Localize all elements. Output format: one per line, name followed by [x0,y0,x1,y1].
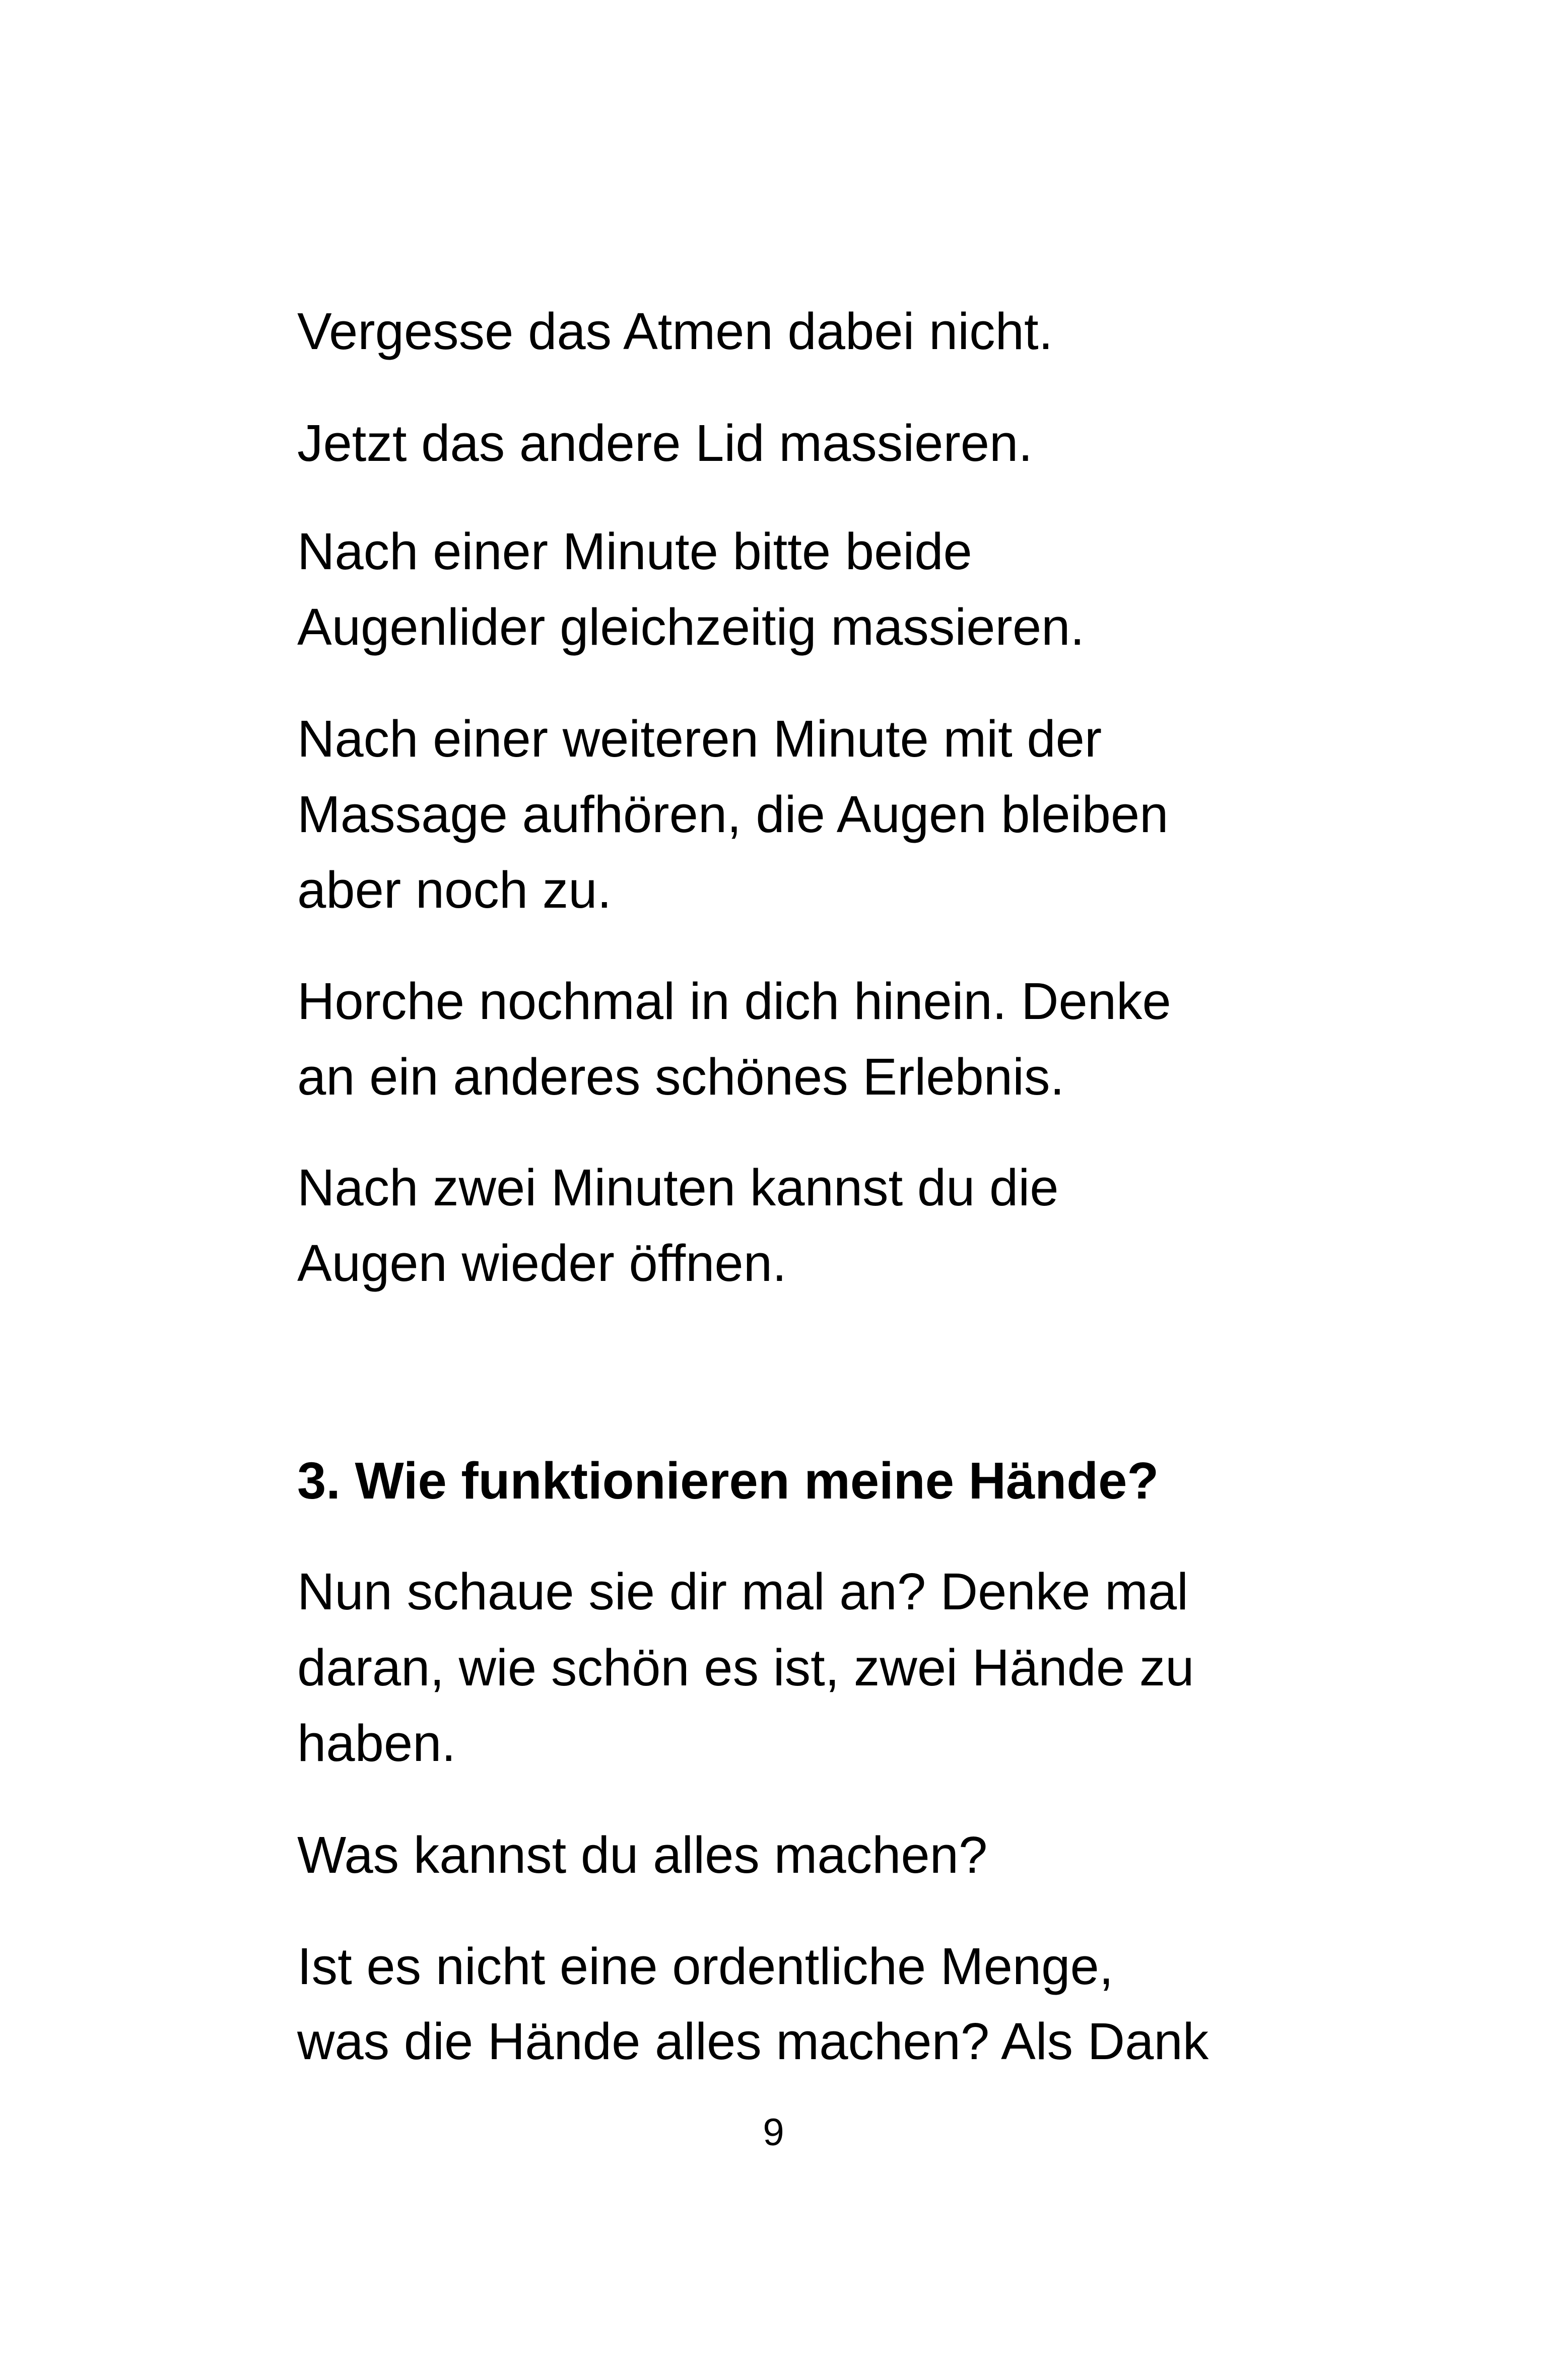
paragraph-line: aber noch zu. [297,861,612,919]
paragraph-line: Vergesse das Atmen dabei nicht. [297,302,1053,360]
paragraph-line: Horche nochmal in dich hinein. Denke [297,972,1171,1030]
paragraph-line: Nach zwei Minuten kannst du die [297,1159,1059,1216]
paragraph-line: Augenlider gleichzeitig massieren. [297,598,1085,656]
paragraph-line: Augen wieder öffnen. [297,1234,787,1292]
paragraph-line: Nun schaue sie dir mal an? Denke mal [297,1562,1189,1620]
paragraph-line: Massage aufhören, die Augen bleiben [297,785,1169,843]
paragraph-line: Jetzt das andere Lid massieren. [297,414,1033,472]
paragraph-line: an ein anderes schönes Erlebnis. [297,1048,1065,1106]
paragraph-line: Nach einer weiteren Minute mit der [297,710,1102,768]
paragraph-line: Ist es nicht eine ordentliche Menge, [297,1937,1114,1995]
section-heading: 3. Wie funktionieren meine Hände? [297,1452,1159,1510]
paragraph-line: haben. [297,1714,456,1772]
paragraph-line: was die Hände alles machen? Als Dank [297,2012,1209,2070]
paragraph-line: Was kannst du alles machen? [297,1826,988,1884]
paragraph-line: daran, wie schön es ist, zwei Hände zu [297,1639,1194,1696]
paragraph-line: Nach einer Minute bitte beide [297,522,972,580]
page-number: 9 [763,2111,784,2154]
